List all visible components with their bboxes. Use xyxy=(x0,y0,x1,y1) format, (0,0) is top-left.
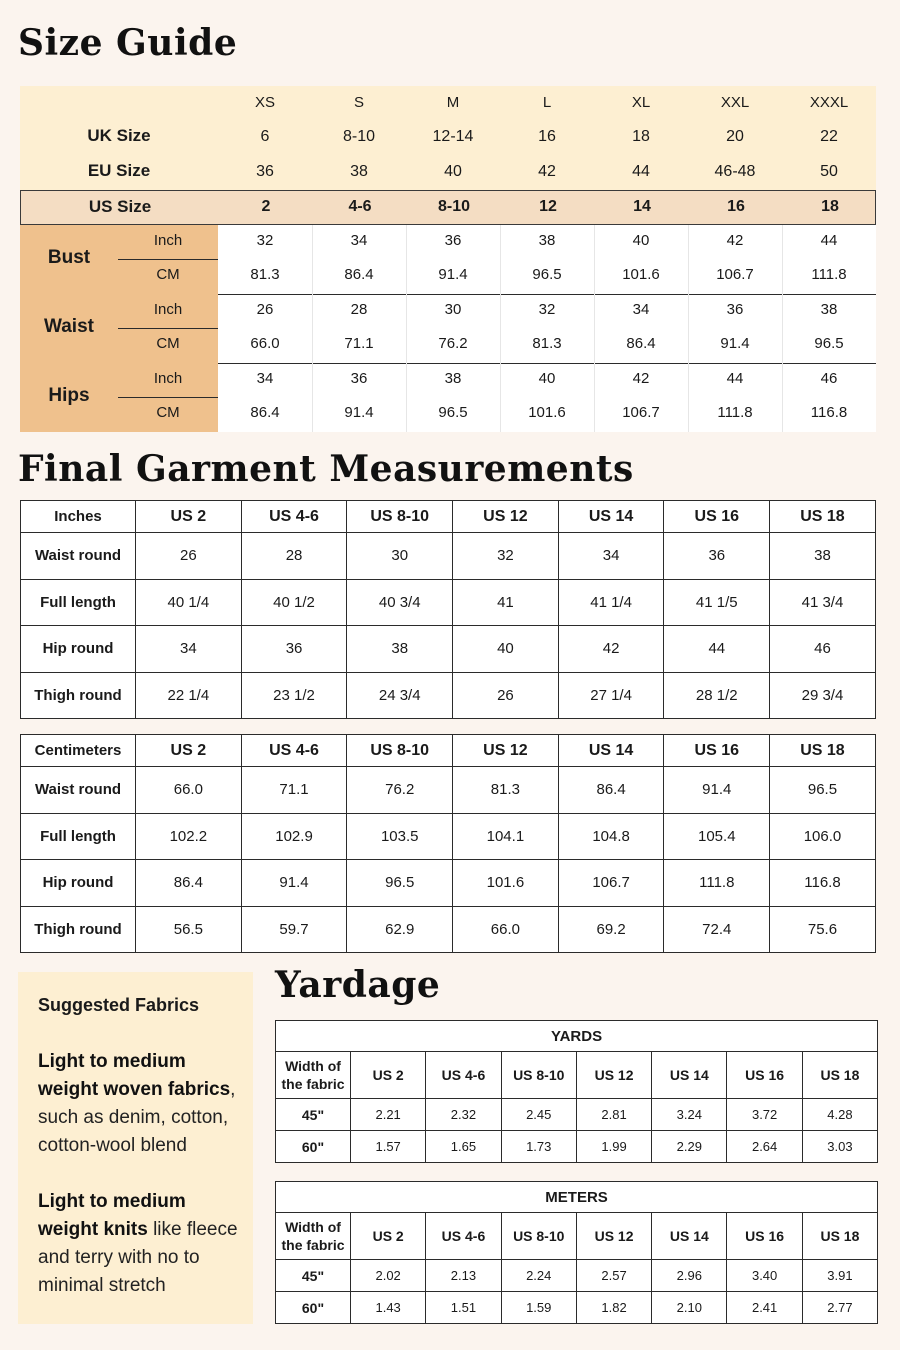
yardage-cell: 2.13 xyxy=(426,1260,501,1292)
yardage-cell: 1.82 xyxy=(576,1292,651,1324)
cm-value: 86.4 xyxy=(626,335,656,352)
inch-value: 38 xyxy=(538,232,556,249)
size-header: US 18 xyxy=(802,1052,877,1099)
inch-value: 44 xyxy=(726,370,744,387)
table-row xyxy=(21,813,876,860)
size-header: US 12 xyxy=(453,735,559,767)
fabric-width-label: 60" xyxy=(276,1292,351,1324)
uk-size-value: 22 xyxy=(820,128,838,145)
size-header: US 16 xyxy=(664,735,770,767)
inch-value: 42 xyxy=(632,370,650,387)
measurement-cell: 41 1/4 xyxy=(558,579,664,626)
header-row xyxy=(276,1213,878,1260)
group-label-bg xyxy=(20,225,218,294)
letter-size-label: XS xyxy=(254,94,275,111)
table-row xyxy=(21,533,876,580)
size-header: US 14 xyxy=(652,1052,727,1099)
fabric-suggestion-knits xyxy=(38,1188,248,1300)
measurement-cell: 32 xyxy=(453,533,559,580)
measurement-cell: 30 xyxy=(347,533,453,580)
inch-value: 34 xyxy=(350,232,368,249)
table-row xyxy=(276,1131,878,1163)
cm-value: 96.5 xyxy=(532,266,562,283)
inch-value: 44 xyxy=(820,232,838,249)
yardage-title: Yardage xyxy=(275,964,441,1006)
yardage-cell: 2.57 xyxy=(576,1260,651,1292)
measurement-cell: 71.1 xyxy=(241,767,347,814)
unit-inch-label: Inch xyxy=(153,370,183,387)
size-header: US 2 xyxy=(136,501,242,533)
yardage-cell: 2.02 xyxy=(351,1260,426,1292)
yardage-cell: 4.28 xyxy=(802,1099,877,1131)
corner-label: Inches xyxy=(21,501,136,533)
group-label-bg xyxy=(20,363,218,432)
inch-value: 26 xyxy=(256,301,274,318)
row-label: Waist round xyxy=(21,767,136,814)
measurement-cell: 26 xyxy=(136,533,242,580)
measurement-cell: 40 xyxy=(453,626,559,673)
unit-inch-label: Inch xyxy=(153,232,183,249)
size-guide-table xyxy=(20,86,876,433)
uk-size-label: UK Size xyxy=(87,126,151,145)
measurement-cell: 76.2 xyxy=(347,767,453,814)
measurement-cell: 104.1 xyxy=(453,813,559,860)
inch-value: 40 xyxy=(632,232,650,249)
fabric-width-label: 60" xyxy=(276,1131,351,1163)
size-header: US 14 xyxy=(558,501,664,533)
table-row xyxy=(21,579,876,626)
eu-size-value: 36 xyxy=(256,163,274,180)
measurement-cell: 28 1/2 xyxy=(664,672,770,719)
size-header: US 2 xyxy=(351,1213,426,1260)
eu-size-value: 42 xyxy=(538,163,556,180)
size-header: US 8-10 xyxy=(347,735,453,767)
fabric-suggestion-woven xyxy=(38,1048,248,1160)
yardage-cell: 2.24 xyxy=(501,1260,576,1292)
measurement-cell: 96.5 xyxy=(770,767,876,814)
group-label-bg xyxy=(20,294,218,363)
cm-value: 111.8 xyxy=(717,404,753,421)
us-size-row xyxy=(20,190,876,225)
table-row xyxy=(21,672,876,719)
us-size-label: US Size xyxy=(88,197,152,216)
row-label: Thigh round xyxy=(21,672,136,719)
us-size-value: 14 xyxy=(633,198,651,215)
size-header: US 8-10 xyxy=(347,501,453,533)
caption-row xyxy=(276,1182,878,1213)
letter-size-label: S xyxy=(353,94,364,111)
caption-row xyxy=(276,1021,878,1052)
measurement-cell: 41 xyxy=(453,579,559,626)
table-row xyxy=(21,626,876,673)
cm-value: 81.3 xyxy=(250,266,280,283)
measurement-cell: 29 3/4 xyxy=(770,672,876,719)
unit-cm-label: CM xyxy=(156,266,180,283)
size-header: US 8-10 xyxy=(501,1052,576,1099)
header-row xyxy=(21,735,876,767)
cm-value: 116.8 xyxy=(810,404,848,421)
inches-measurements-table xyxy=(20,500,876,719)
measurement-cell: 40 1/4 xyxy=(136,579,242,626)
row-label: Hip round xyxy=(21,626,136,673)
uk-size-value: 20 xyxy=(726,128,744,145)
yardage-cell: 3.72 xyxy=(727,1099,802,1131)
measurement-cell: 24 3/4 xyxy=(347,672,453,719)
measurement-cell: 86.4 xyxy=(136,860,242,907)
measurement-cell: 66.0 xyxy=(453,906,559,953)
final-measurements-title: Final Garment Measurements xyxy=(18,448,634,490)
unit-cm-label: CM xyxy=(156,335,180,352)
size-header: US 4-6 xyxy=(426,1213,501,1260)
measurement-cell: 23 1/2 xyxy=(241,672,347,719)
measurement-cell: 66.0 xyxy=(136,767,242,814)
measurement-cell: 106.7 xyxy=(558,860,664,907)
measurement-cell: 36 xyxy=(241,626,347,673)
table-row xyxy=(21,860,876,907)
table-row xyxy=(21,906,876,953)
group-values xyxy=(218,363,876,432)
eu-size-value: 44 xyxy=(632,163,650,180)
measurement-cell: 101.6 xyxy=(453,860,559,907)
waist-group xyxy=(20,294,876,363)
measurement-cell: 105.4 xyxy=(664,813,770,860)
cm-value: 71.1 xyxy=(344,335,374,352)
measurement-cell: 56.5 xyxy=(136,906,242,953)
cm-value: 106.7 xyxy=(622,404,660,421)
cm-value: 66.0 xyxy=(250,335,280,352)
measurement-cell: 41 1/5 xyxy=(664,579,770,626)
measurement-cell: 36 xyxy=(664,533,770,580)
yardage-cell: 2.10 xyxy=(652,1292,727,1324)
group-top-border xyxy=(218,363,876,364)
uk-size-value: 16 xyxy=(538,128,556,145)
letter-size-label: XL xyxy=(631,94,651,111)
cm-value: 76.2 xyxy=(438,335,468,352)
fabrics-heading: Suggested Fabrics xyxy=(38,995,200,1015)
width-of-fabric-label: Width of the fabric xyxy=(276,1213,351,1260)
table-row xyxy=(276,1260,878,1292)
group-name: Waist xyxy=(44,316,94,337)
row-label: Waist round xyxy=(21,533,136,580)
table-row xyxy=(21,767,876,814)
size-header: US 18 xyxy=(770,501,876,533)
suggested-fabrics-box xyxy=(18,972,253,1324)
unit-cm-label: CM xyxy=(156,404,180,421)
yardage-meters-table xyxy=(275,1181,878,1324)
measurement-cell: 34 xyxy=(558,533,664,580)
inch-value: 28 xyxy=(350,301,368,318)
size-header: US 2 xyxy=(136,735,242,767)
table-row xyxy=(276,1099,878,1131)
fabric-woven-rest: , such as denim, cotton, cotton-wool blend xyxy=(38,1079,236,1156)
unit-divider xyxy=(118,328,218,329)
eu-size-label: EU Size xyxy=(87,161,151,180)
size-header: US 4-6 xyxy=(241,501,347,533)
inch-value: 34 xyxy=(632,301,650,318)
measurement-cell: 69.2 xyxy=(558,906,664,953)
header-row xyxy=(276,1052,878,1099)
inch-value: 38 xyxy=(444,370,462,387)
size-header: US 16 xyxy=(664,501,770,533)
size-header: US 18 xyxy=(802,1213,877,1260)
size-header: US 12 xyxy=(453,501,559,533)
letter-size-label: M xyxy=(446,94,460,111)
yardage-cell: 2.81 xyxy=(576,1099,651,1131)
measurement-cell: 111.8 xyxy=(664,860,770,907)
yardage-cell: 3.40 xyxy=(727,1260,802,1292)
measurement-cell: 106.0 xyxy=(770,813,876,860)
yardage-cell: 2.29 xyxy=(652,1131,727,1163)
cm-value: 91.4 xyxy=(344,404,374,421)
centimeters-measurements-table xyxy=(20,734,876,953)
size-header: US 2 xyxy=(351,1052,426,1099)
measurement-cell: 86.4 xyxy=(558,767,664,814)
size-header: US 14 xyxy=(558,735,664,767)
yardage-cell: 1.51 xyxy=(426,1292,501,1324)
eu-size-value: 38 xyxy=(350,163,368,180)
eu-size-value: 46-48 xyxy=(714,163,756,180)
measurement-cell: 96.5 xyxy=(347,860,453,907)
uk-size-value: 12-14 xyxy=(432,128,474,145)
measurement-cell: 40 1/2 xyxy=(241,579,347,626)
measurement-cell: 62.9 xyxy=(347,906,453,953)
measurement-cell: 26 xyxy=(453,672,559,719)
inch-value: 32 xyxy=(256,232,274,249)
yardage-cell: 3.91 xyxy=(802,1260,877,1292)
cm-value: 91.4 xyxy=(720,335,750,352)
inch-value: 36 xyxy=(726,301,744,318)
us-size-value: 8-10 xyxy=(437,198,471,215)
eu-size-value: 40 xyxy=(444,163,462,180)
cm-value: 86.4 xyxy=(250,404,280,421)
size-header: US 16 xyxy=(727,1213,802,1260)
inch-value: 36 xyxy=(444,232,462,249)
uk-size-value: 8-10 xyxy=(342,128,376,145)
row-label: Full length xyxy=(21,813,136,860)
measurement-cell: 75.6 xyxy=(770,906,876,953)
us-size-value: 2 xyxy=(261,198,271,215)
yardage-cell: 1.57 xyxy=(351,1131,426,1163)
fabric-width-label: 45" xyxy=(276,1260,351,1292)
fabric-knits-bold: Light to medium weight knits xyxy=(38,1191,186,1240)
us-size-value: 16 xyxy=(727,198,745,215)
cm-value: 86.4 xyxy=(344,266,374,283)
measurement-cell: 72.4 xyxy=(664,906,770,953)
table-caption: METERS xyxy=(276,1182,878,1213)
measurement-cell: 41 3/4 xyxy=(770,579,876,626)
measurement-cell: 81.3 xyxy=(453,767,559,814)
yardage-cell: 3.03 xyxy=(802,1131,877,1163)
bust-group xyxy=(20,225,876,294)
yardage-cell: 2.21 xyxy=(351,1099,426,1131)
size-header: US 18 xyxy=(770,735,876,767)
cm-value: 101.6 xyxy=(622,266,660,283)
measurement-cell: 59.7 xyxy=(241,906,347,953)
yardage-yards-table xyxy=(275,1020,878,1163)
fabric-width-label: 45" xyxy=(276,1099,351,1131)
measurement-cell: 102.2 xyxy=(136,813,242,860)
measurement-cell: 46 xyxy=(770,626,876,673)
cm-value: 111.8 xyxy=(811,266,847,283)
us-size-value: 4-6 xyxy=(348,198,372,215)
size-guide-title: Size Guide xyxy=(18,22,238,64)
measurement-cell: 28 xyxy=(241,533,347,580)
yardage-cell: 1.65 xyxy=(426,1131,501,1163)
yardage-cell: 3.24 xyxy=(652,1099,727,1131)
cm-value: 106.7 xyxy=(716,266,754,283)
measurement-cell: 91.4 xyxy=(664,767,770,814)
yardage-cell: 1.43 xyxy=(351,1292,426,1324)
size-header: US 14 xyxy=(652,1213,727,1260)
row-label: Hip round xyxy=(21,860,136,907)
inch-value: 34 xyxy=(256,370,274,387)
cm-value: 81.3 xyxy=(532,335,562,352)
hips-group xyxy=(20,363,876,432)
measurement-cell: 102.9 xyxy=(241,813,347,860)
measurement-cell: 91.4 xyxy=(241,860,347,907)
us-size-value: 18 xyxy=(821,198,839,215)
cm-value: 96.5 xyxy=(438,404,468,421)
inch-value: 38 xyxy=(820,301,838,318)
unit-divider xyxy=(118,397,218,398)
cm-value: 101.6 xyxy=(528,404,566,421)
fabric-knits-rest: like fleece and terry with no to minimal stretch xyxy=(38,1219,238,1296)
group-values xyxy=(218,225,876,294)
letter-size-label: L xyxy=(542,94,552,111)
letter-size-label: XXL xyxy=(720,94,750,111)
measurement-cell: 116.8 xyxy=(770,860,876,907)
cm-value: 96.5 xyxy=(814,335,844,352)
measurement-cell: 40 3/4 xyxy=(347,579,453,626)
table-caption: YARDS xyxy=(276,1021,878,1052)
measurement-cell: 22 1/4 xyxy=(136,672,242,719)
yardage-cell: 1.99 xyxy=(576,1131,651,1163)
yardage-cell: 2.77 xyxy=(802,1292,877,1324)
row-label: Thigh round xyxy=(21,906,136,953)
inch-value: 42 xyxy=(726,232,744,249)
row-label: Full length xyxy=(21,579,136,626)
unit-divider xyxy=(118,259,218,260)
measurement-cell: 38 xyxy=(770,533,876,580)
cm-value: 91.4 xyxy=(438,266,468,283)
uk-size-value: 18 xyxy=(632,128,650,145)
size-header: US 4-6 xyxy=(426,1052,501,1099)
inch-value: 30 xyxy=(444,301,462,318)
yardage-cell: 1.73 xyxy=(501,1131,576,1163)
us-size-value: 12 xyxy=(539,198,557,215)
measurement-cell: 34 xyxy=(136,626,242,673)
inch-value: 36 xyxy=(350,370,368,387)
inch-value: 32 xyxy=(538,301,556,318)
measurement-cell: 27 1/4 xyxy=(558,672,664,719)
yardage-cell: 2.41 xyxy=(727,1292,802,1324)
table-row xyxy=(276,1292,878,1324)
group-top-border xyxy=(218,294,876,295)
group-name: Bust xyxy=(47,247,91,268)
unit-inch-label: Inch xyxy=(153,301,183,318)
size-header: US 8-10 xyxy=(501,1213,576,1260)
width-of-fabric-label: Width of the fabric xyxy=(276,1052,351,1099)
size-header: US 12 xyxy=(576,1213,651,1260)
letter-size-label: XXXL xyxy=(809,94,849,111)
yardage-cell: 2.45 xyxy=(501,1099,576,1131)
uk-size-value: 6 xyxy=(260,128,270,145)
inch-value: 46 xyxy=(820,370,838,387)
group-values xyxy=(218,294,876,363)
corner-label: Centimeters xyxy=(21,735,136,767)
measurement-cell: 103.5 xyxy=(347,813,453,860)
measurement-cell: 104.8 xyxy=(558,813,664,860)
size-header: US 12 xyxy=(576,1052,651,1099)
measurement-cell: 42 xyxy=(558,626,664,673)
yardage-cell: 2.96 xyxy=(652,1260,727,1292)
size-header: US 4-6 xyxy=(241,735,347,767)
yardage-cell: 2.32 xyxy=(426,1099,501,1131)
header-row xyxy=(21,501,876,533)
group-name: Hips xyxy=(48,385,90,406)
yardage-cell: 2.64 xyxy=(727,1131,802,1163)
measurement-cell: 38 xyxy=(347,626,453,673)
fabric-woven-bold: Light to medium weight woven fabrics xyxy=(38,1051,231,1100)
size-header: US 16 xyxy=(727,1052,802,1099)
yardage-cell: 1.59 xyxy=(501,1292,576,1324)
inch-value: 40 xyxy=(538,370,556,387)
measurement-cell: 44 xyxy=(664,626,770,673)
eu-size-value: 50 xyxy=(820,163,838,180)
